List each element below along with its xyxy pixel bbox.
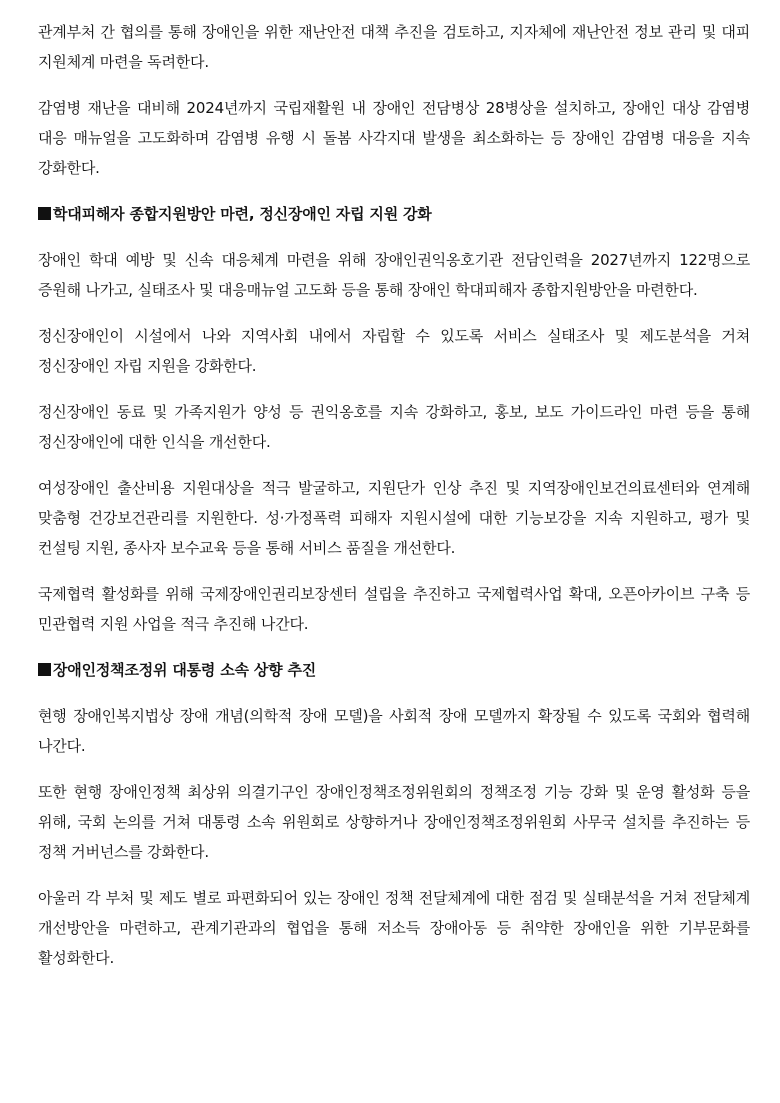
section-heading-policy-committee [38, 655, 750, 685]
paragraph-disaster-safety: 관계부처 간 협의를 통해 장애인을 위한 재난안전 대책 추진을 검토하고, 지자체에 재난안전 정보 관리 및 대피 지원체계 마련을 독려한다. [38, 23, 750, 71]
square-bullet-icon [38, 207, 51, 220]
paragraph-women-with-disabilities: 여성장애인 출산비용 지원대상을 적극 발굴하고, 지원단가 인상 추진 및 지역장애인보건의료센터와 연계해 맞춤형 건강보건관리를 지원한다. 성·가정폭력 피해자 지원시설에 대한 기능보강을 지속 지원하고, 평가 및 컨설팅 지원, 종사자 보수교육 등을 통해 서비스 품질을 개선한다. [38, 479, 750, 557]
paragraph-policy-governance: 또한 현행 장애인정책 최상위 의결기구인 장애인정책조정위원회의 정책조정 기능 강화 및 운영 활성화 등을 위해, 국회 논의를 거쳐 대통령 소속 위원회로 상향하거나 장애인정책조정위원회 사무국 설치를 추진하는 등 정책 거버넌스를 강화한다. [38, 783, 750, 861]
paragraph-mental-disability-independence: 정신장애인이 시설에서 나와 지역사회 내에서 자립할 수 있도록 서비스 실태조사 및 제도분석을 거쳐 정신장애인 자립 지원을 강화한다. [38, 327, 750, 375]
paragraph-abuse-prevention: 장애인 학대 예방 및 신속 대응체계 마련을 위해 장애인권익옹호기관 전담인력을 2027년까지 122명으로 증원해 나가고, 실태조사 및 대응매뉴얼 고도화 등을 통해 장애인 학대피해자 종합지원방안을 마련한다. [38, 251, 750, 299]
paragraph-international-cooperation: 국제협력 활성화를 위해 국제장애인권리보장센터 설립을 추진하고 국제협력사업 확대, 오픈아카이브 구축 등 민관협력 지원 사업을 적극 추진해 나간다. [38, 585, 750, 633]
paragraph-disability-concept: 현행 장애인복지법상 장애 개념(의학적 장애 모델)을 사회적 장애 모델까지 확장될 수 있도록 국회와 협력해 나간다. [38, 707, 750, 755]
section-heading-abuse-victims [38, 199, 750, 229]
paragraph-peer-family-support: 정신장애인 동료 및 가족지원가 양성 등 권익옹호를 지속 강화하고, 홍보, 보도 가이드라인 마련 등을 통해 정신장애인에 대한 인식을 개선한다. [38, 403, 750, 451]
paragraph-infectious-disease: 감염병 재난을 대비해 2024년까지 국립재활원 내 장애인 전담병상 28병상을 설치하고, 장애인 대상 감염병 대응 매뉴얼을 고도화하며 감염병 유행 시 돌봄 사각지대 발생을 최소화하는 등 장애인 감염병 대응을 지속 강화한다. [38, 99, 750, 177]
section-heading-text: 학대피해자 종합지원방안 마련, 정신장애인 자립 지원 강화 [53, 205, 432, 223]
document-page [38, 17, 750, 989]
square-bullet-icon [38, 663, 51, 676]
section-heading-text: 장애인정책조정위 대통령 소속 상향 추진 [53, 661, 317, 679]
paragraph-delivery-system: 아울러 각 부처 및 제도 별로 파편화되어 있는 장애인 정책 전달체계에 대한 점검 및 실태분석을 거쳐 전달체계 개선방안을 마련하고, 관계기관과의 협업을 통해 저소득 장애아동 등 취약한 장애인을 위한 기부문화를 활성화한다. [38, 889, 750, 967]
